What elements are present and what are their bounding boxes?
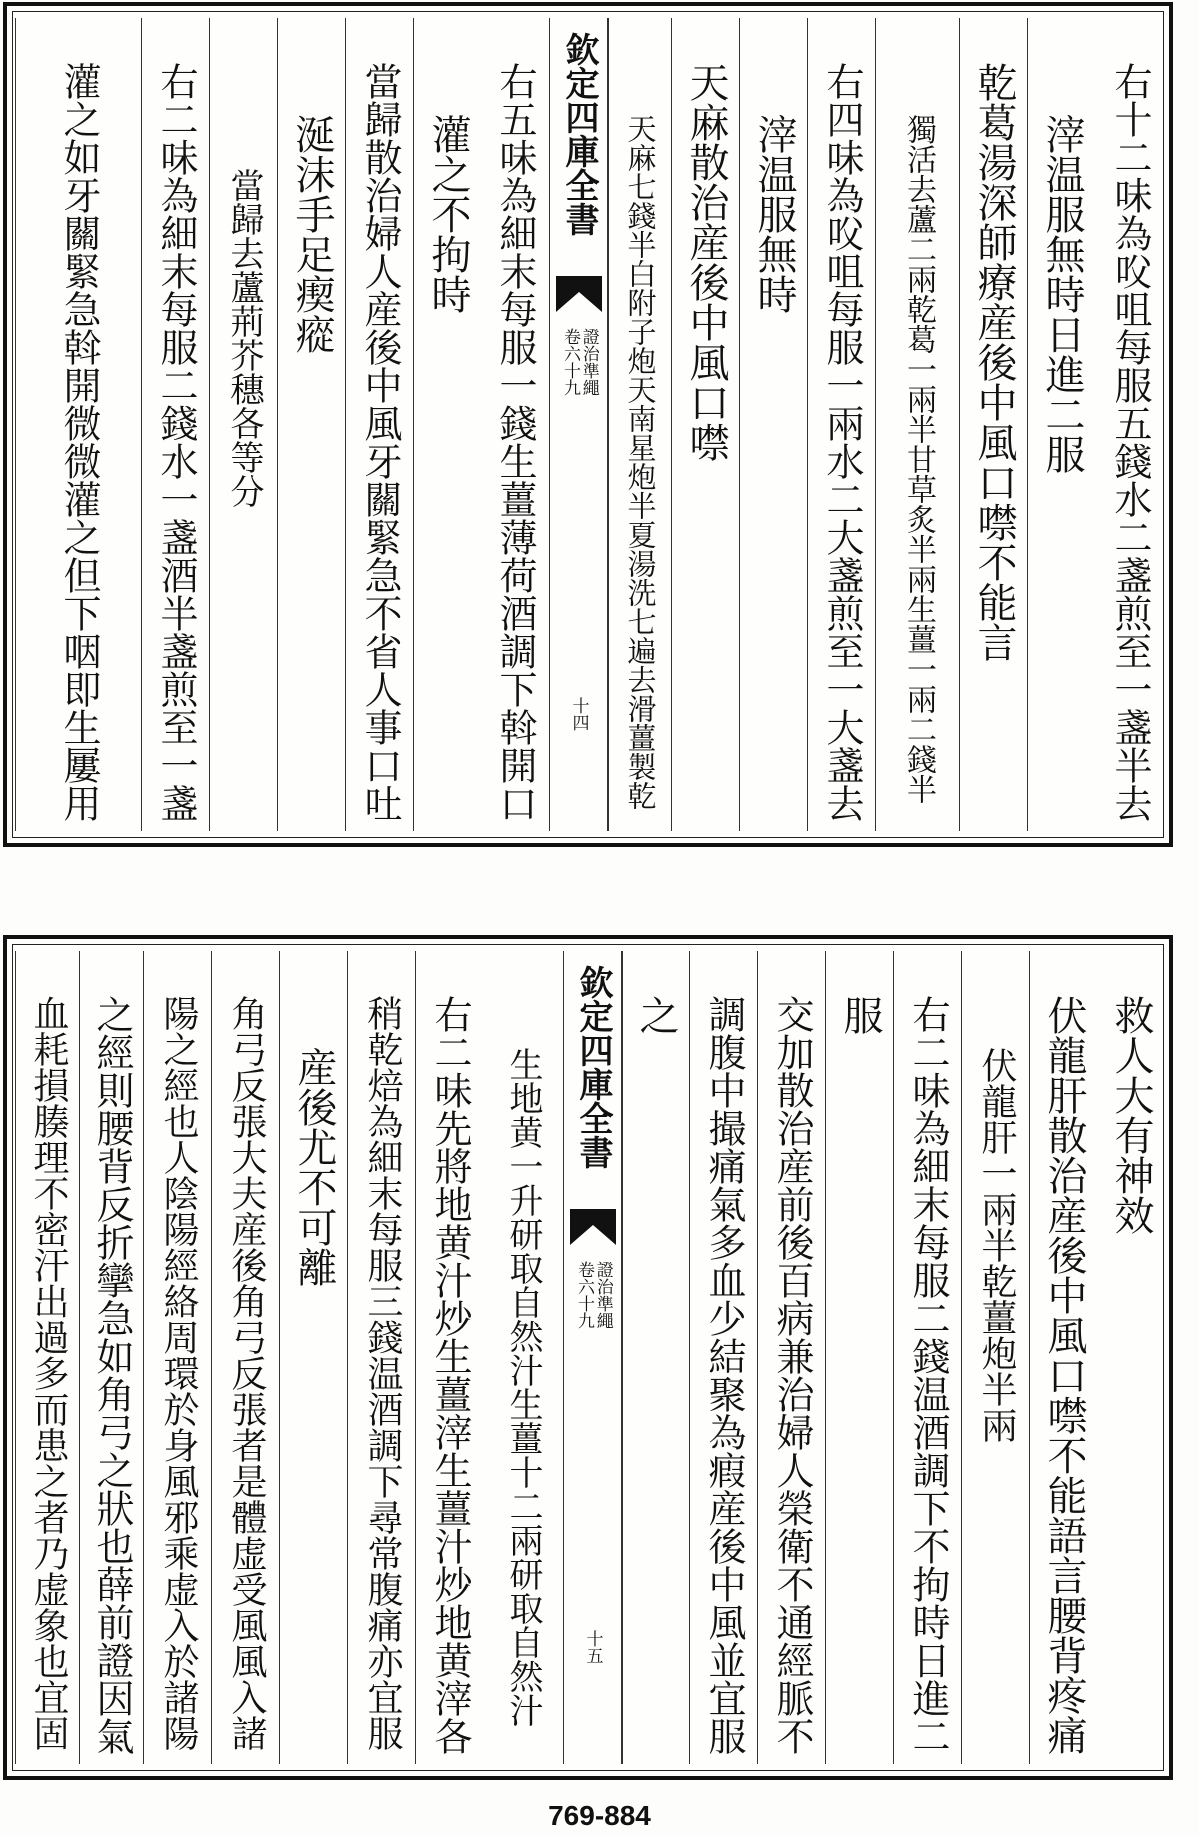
text-column: 右二味為細末每服二錢温酒調下不拘時日進二 [893, 951, 962, 1764]
text-column: 當歸散治婦人産後中風牙關緊急不省人事口吐 [345, 18, 414, 831]
series-title: 證治準繩 卷六十九 [574, 1261, 613, 1329]
text-column: 滓温服無時日進二服 [1027, 18, 1096, 831]
text-column: 當歸去蘆荊芥穗各等分 [209, 18, 278, 831]
text-column: 右十二味為㕮咀每服五錢水二盞煎至一盞半去 [1108, 62, 1152, 822]
fish-tail-ornament-icon [570, 1209, 616, 1245]
text-column: 伏龍肝一兩半乾薑炮半兩 [961, 951, 1030, 1764]
bottom-page [3, 935, 1173, 1780]
text-column: 乾葛湯深師療産後中風口噤不能言 [959, 18, 1028, 831]
book-title: 欽定四庫全書 [559, 32, 599, 236]
fish-tail-ornament-icon [556, 276, 602, 312]
book-title: 欽定四庫全書 [573, 965, 613, 1169]
page-gutter [549, 18, 609, 831]
text-column: 滓温服無時 [739, 18, 808, 831]
text-column: 之 [621, 951, 690, 1764]
text-column: 産後尤不可離 [279, 951, 348, 1764]
page-footer-number: 769-884 [548, 1800, 651, 1831]
text-column: 獨活去蘆二兩乾葛一兩半甘草炙半兩生薑一兩二錢半 [875, 18, 960, 831]
text-column: 灌之如牙關緊急斡開微微灌之但下咽即生屢用 [15, 18, 142, 831]
text-column: 灌之不拘時 [413, 18, 482, 831]
text-column: 生地黄一升研取自然汁生薑十二兩研取自然汁 [503, 1047, 543, 1727]
page-number: 十五 [582, 1630, 603, 1664]
page-gutter [563, 951, 623, 1764]
text-column: 服 [825, 951, 894, 1764]
text-column: 交加散治産前後百病兼治婦人榮衛不通經脈不 [757, 951, 826, 1764]
text-column: 稍乾焙為細末每服三錢温酒調下尋常腹痛亦宜服 [347, 951, 416, 1764]
text-column: 涎沫手足瘈瘲 [277, 18, 346, 831]
text-column: 角弓反張大夫産後角弓反張者是體虚受風風入諸 [211, 951, 280, 1764]
text-column: 右二味先將地黄汁炒生薑滓生薑汁炒地黄滓各 [415, 951, 484, 1764]
text-column: 血耗損腠理不密汗出過多而患之者乃虚象也宜固 [15, 951, 80, 1764]
text-column: 天麻七錢半白附子炮天南星炮半夏湯洗七遍去滑薑製乾 [607, 18, 672, 831]
top-page [3, 2, 1173, 847]
text-column: 天麻散治産後中風口噤 [671, 18, 740, 831]
text-column: 右四味為㕮咀每服一兩水二大盞煎至一大盞去 [807, 18, 876, 831]
text-column: 之經則腰背反折攣急如角弓之狀也薛前證因氣 [79, 951, 144, 1764]
text-column: 右二味為細末每服二錢水一盞酒半盞煎至一盞 [141, 18, 210, 831]
text-column: 救人大有神效 [1108, 995, 1154, 1235]
series-title: 證治準繩 卷六十九 [560, 328, 599, 396]
page-number: 十四 [568, 697, 589, 731]
text-column: 右五味為細末每服一錢生薑薄荷酒調下斡開口 [493, 62, 537, 822]
text-column: 調腹中撮痛氣多血少結聚為瘕産後中風並宜服 [689, 951, 758, 1764]
text-column: 伏龍肝散治産後中風口噤不能語言腰背疼痛 [1029, 951, 1098, 1764]
text-column: 陽之經也人陰陽經絡周環於身風邪乘虚入於諸陽 [143, 951, 212, 1764]
